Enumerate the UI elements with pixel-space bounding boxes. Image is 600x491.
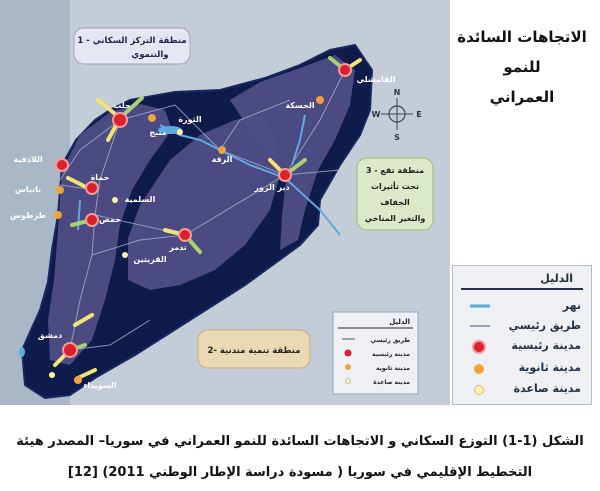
svg-text:N: N	[393, 88, 401, 97]
city-label-aleppo: حلب	[113, 101, 131, 110]
inner-legend	[333, 312, 418, 394]
legend-item-label: طريق رئيسي	[508, 319, 581, 332]
secondary-city-tartus	[54, 211, 62, 219]
svg-text:مدينة ثانوية: مدينة ثانوية	[375, 365, 410, 372]
city-label-salamiyah: السلمية	[124, 195, 156, 204]
legend-item-road	[453, 316, 591, 336]
emerging-city-qaryatayn	[122, 252, 128, 258]
legend-item-major-city	[453, 336, 591, 356]
city-label-raqqa: الرقة	[211, 155, 233, 164]
map-title-line2: العمراني	[489, 88, 555, 106]
svg-text:E: E	[416, 110, 422, 119]
major-city-deir	[279, 169, 291, 181]
major-city-homs	[86, 214, 98, 226]
zone-3-label-line4: والتغير المناخي	[364, 214, 426, 223]
svg-text:الدليل: الدليل	[389, 318, 410, 326]
legend	[452, 265, 592, 405]
zone-3-label-line2: تحت تأثيرات	[370, 182, 420, 191]
zone-1-label-line2: والتنموي	[131, 50, 169, 60]
city-label-tabqa: الثورة	[178, 115, 202, 124]
legend-item-emerging-city	[453, 379, 591, 399]
city-label-baniyas: بانياس	[14, 185, 42, 194]
legend-item-label: نهر	[562, 299, 581, 312]
legend-title: الدليل	[461, 266, 583, 290]
major-city-qamishli	[339, 64, 351, 76]
major-city-hama	[86, 182, 98, 194]
emerging-city-symbol-icon	[469, 383, 491, 399]
city-label-qaryatayn: القريتين	[133, 255, 167, 264]
city-label-damascus: دمشق	[37, 331, 63, 340]
map-title	[452, 22, 592, 112]
figure-caption-line2: التخطيط الإقليمي في سوريا ( مسودة دراسة الإطار الوطني 2011) [12]	[67, 465, 533, 480]
secondary-city-symbol-icon	[469, 362, 491, 378]
city-label-palmyra: تدمر	[169, 243, 187, 252]
legend-item-label: مدينة ثانوية	[518, 361, 581, 374]
city-label-homs: حمص	[98, 215, 122, 224]
city-label-hama: حماة	[90, 173, 110, 182]
city-label-sweida: السويداء	[83, 381, 117, 390]
city-label-qamishli: القامشلي	[356, 75, 396, 84]
river-symbol-icon	[469, 300, 491, 312]
emerging-city-deraa	[49, 372, 55, 378]
major-city-aleppo	[113, 113, 127, 127]
zone-3-label-line3: الجفاف	[380, 198, 410, 207]
legend-item-river	[453, 296, 591, 316]
figure-caption	[8, 426, 592, 488]
secondary-city-hasakah	[316, 96, 324, 104]
emerging-city-salamiyah	[112, 197, 118, 203]
major-city-palmyra	[179, 229, 191, 241]
secondary-city-raqqa	[218, 146, 226, 154]
svg-text:S: S	[394, 133, 400, 142]
legend-item-label: مدينة رئيسية	[511, 339, 581, 352]
zone-1-label-line1: 1 - منطقة التركز السكاني	[77, 36, 187, 46]
major-city-symbol-icon	[469, 340, 491, 356]
city-label-deir: دير الزور	[254, 183, 290, 192]
map-title-line1: الاتجاهات السائدة للنمو	[457, 28, 587, 76]
svg-text:مدينة صاعدة: مدينة صاعدة	[373, 379, 410, 386]
major-city-damascus	[63, 343, 77, 357]
svg-text:طريق رئيسي: طريق رئيسي	[370, 337, 410, 344]
road-symbol-icon	[469, 320, 491, 332]
zone-3-label-line1: 3 - منطقة تقع	[365, 166, 425, 175]
legend-item-label: مدينة صاعدة	[513, 382, 581, 395]
city-label-latakia: اللاذقية	[13, 155, 43, 164]
major-city-latakia	[56, 159, 68, 171]
svg-text:W: W	[371, 110, 381, 119]
secondary-city-manbij	[148, 114, 156, 122]
city-label-manbij: منبج	[149, 128, 167, 137]
zone-2-label: 2- منطقة تنمية متدنية	[207, 346, 301, 356]
legend-item-secondary-city	[453, 358, 591, 378]
secondary-city-sweida	[74, 376, 82, 384]
secondary-city-baniyas	[56, 186, 64, 194]
city-label-tartus: طرطوس	[9, 211, 47, 220]
lake-tiberias	[19, 347, 25, 357]
city-label-hasakah: الحسكة	[285, 101, 315, 110]
svg-text:مدينة رئيسية: مدينة رئيسية	[372, 351, 410, 358]
figure-caption-line1: الشكل (1-1) التوزع السكاني و الاتجاهات السائدة للنمو العمراني في سوريا– المصدر هيئة	[16, 434, 584, 449]
emerging-city-tabqa	[177, 129, 183, 135]
